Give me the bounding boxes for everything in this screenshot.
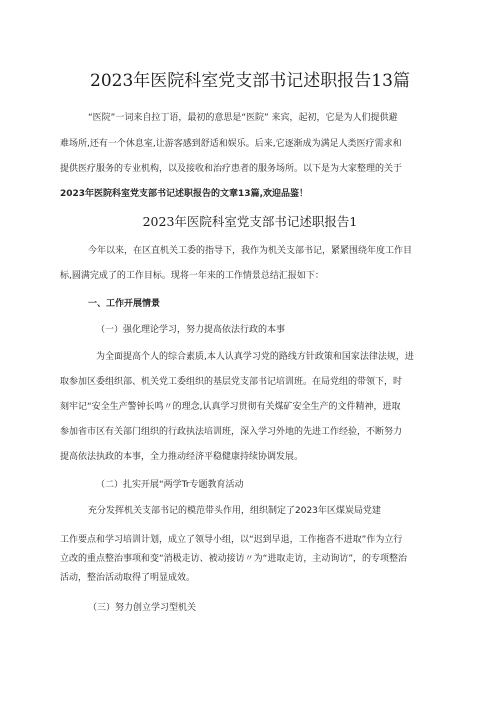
intro-line-2: 难场所,还有一个休息室,让游客感到舒适和娱乐。后来,它逐渐成为满足人类医疗需求和 bbox=[60, 139, 402, 149]
document-title: 2023年医院科室党支部书记述职报告13篇 bbox=[90, 71, 410, 91]
body-line-9: 工作要点和学习培训计划，成立了领导小组，以“迟到早退，工作拖沓不进取”作为立行 bbox=[60, 535, 403, 545]
body-line-8: 充分发挥机关支部书记的模范带头作用，组织制定了2023年区煤炭局党建 bbox=[88, 506, 381, 516]
body-line-3: 为全面提高个人的综合素质,本人认真学习党的路线方针政策和国家法律法规，进 bbox=[96, 352, 414, 362]
body-line-7: 提高依法执政的本事，全力推动经济平稳健康持续协调发展。 bbox=[60, 452, 304, 462]
body-line-6: 参加省市区有关部门组织的行政执法培训班，深入学习外地的先进工作经验，不断努力 bbox=[60, 427, 403, 437]
heading-work-status: 一、工作开展情景 bbox=[88, 299, 161, 309]
subheading-3: （三）努力创立学习型机关 bbox=[88, 603, 197, 613]
section-title: 2023年医院科室党支部书记述职报告1 bbox=[142, 214, 358, 229]
intro-line-4: 2023年医院科室党支部书记述职报告的文章13篇,欢迎品鉴！ bbox=[60, 189, 308, 199]
body-line-5: 刻牢记“安全生产警钟长鸣〃的理念,认真学习贯彻有关煤矿安全生产的文件精神，进取 bbox=[60, 402, 401, 412]
subheading-2: （二）扎实开展“两学Tr专题教育活动 bbox=[96, 480, 244, 490]
intro-line-3: 提供医疗服务的专业机构，以及接收和治疗患者的服务场所。以下是为大家整理的关于 bbox=[60, 164, 403, 174]
body-line-11: 活动，整治活动取得了明显成效。 bbox=[60, 573, 196, 583]
intro-line-1: “医院”一词来自拉丁语，最初的意思是“医院” 来宾，起初，它是为人们提供避 bbox=[88, 113, 398, 123]
body-line-1: 今年以来，在区直机关工委的指导下，我作为机关支部书记，紧紧围绕年度工作目 bbox=[88, 246, 413, 256]
body-line-10: 立改的重点整治事项和变“消极走访、被动接访〃为“进取走访，主动询访”，的专项整治 bbox=[60, 554, 407, 564]
body-line-2: 标,圆满完成了的工作目标。现将一年来的工作情景总结汇报如下： bbox=[60, 271, 324, 281]
subheading-1: （一）强化理论学习，努力提高依法行政的本事 bbox=[96, 325, 286, 335]
body-line-4: 取参加区委组织部、机关党工委组织的基层党支部书记培训班。在局党组的带领下，时 bbox=[60, 377, 403, 387]
